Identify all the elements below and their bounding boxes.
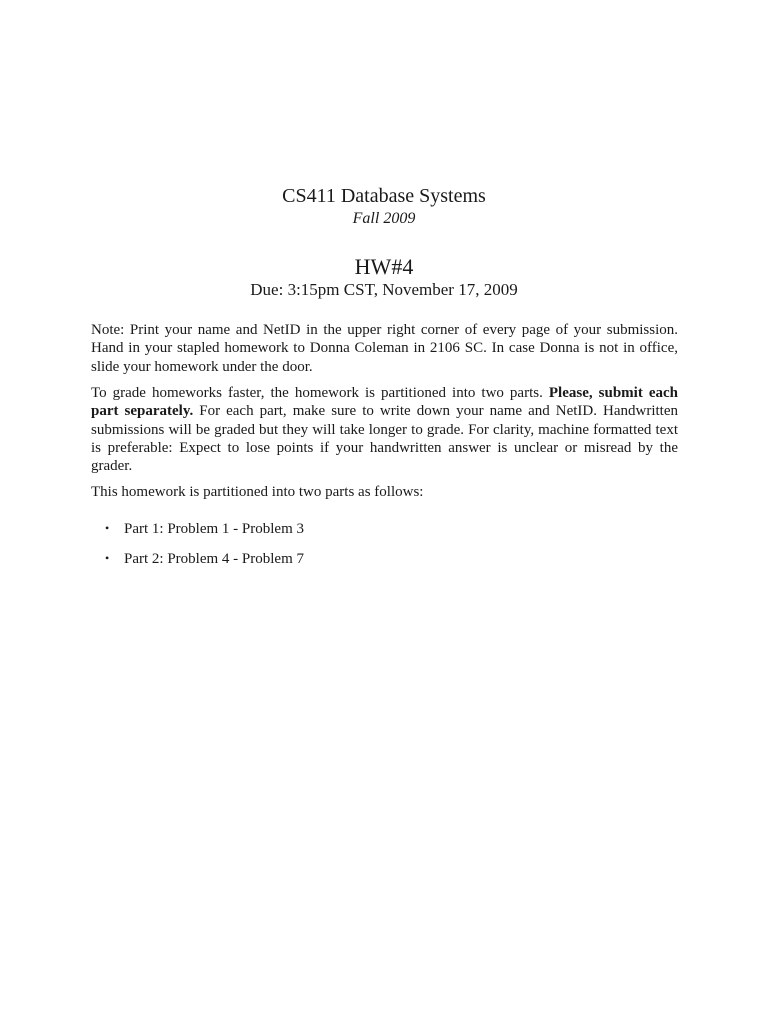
due-date: Due: 3:15pm CST, November 17, 2009 — [250, 280, 518, 299]
bullet-icon: • — [105, 521, 110, 535]
part-label: Part 2: Problem 4 - Problem 7 — [124, 551, 304, 567]
list-item — [105, 549, 304, 568]
course-title: CS411 Database Systems — [282, 185, 486, 207]
homework-title: HW#4 — [354, 254, 414, 279]
submit-separately-emphasis: Please, submit each part separately. — [91, 385, 678, 420]
term: Fall 2009 — [352, 210, 416, 227]
list-item — [105, 519, 304, 538]
grading-text-before: To grade homeworks faster, the homework is partitioned into two parts. — [91, 385, 549, 401]
part-label: Part 1: Problem 1 - Problem 3 — [124, 521, 304, 537]
submission-note: Note: Print your name and NetID in the upper right corner of every page of your submission. Hand in your stapled homework to Donna Coleman in 2106 SC. In case Donna is not in office, slide your homework under the door. — [91, 322, 678, 375]
bullet-icon: • — [105, 551, 110, 565]
parts-intro: This homework is partitioned into two parts as follows: — [91, 484, 424, 500]
parts-list — [105, 519, 304, 579]
grading-paragraph — [91, 384, 678, 475]
grading-text-after: For each part, make sure to write down your name and NetID. Handwritten submissions will be graded but they will take longer to grade. For clarity, machine formatted text is preferable: Expect to lose points if your handwritten answer is unclear or misread by the grader. — [91, 403, 678, 475]
